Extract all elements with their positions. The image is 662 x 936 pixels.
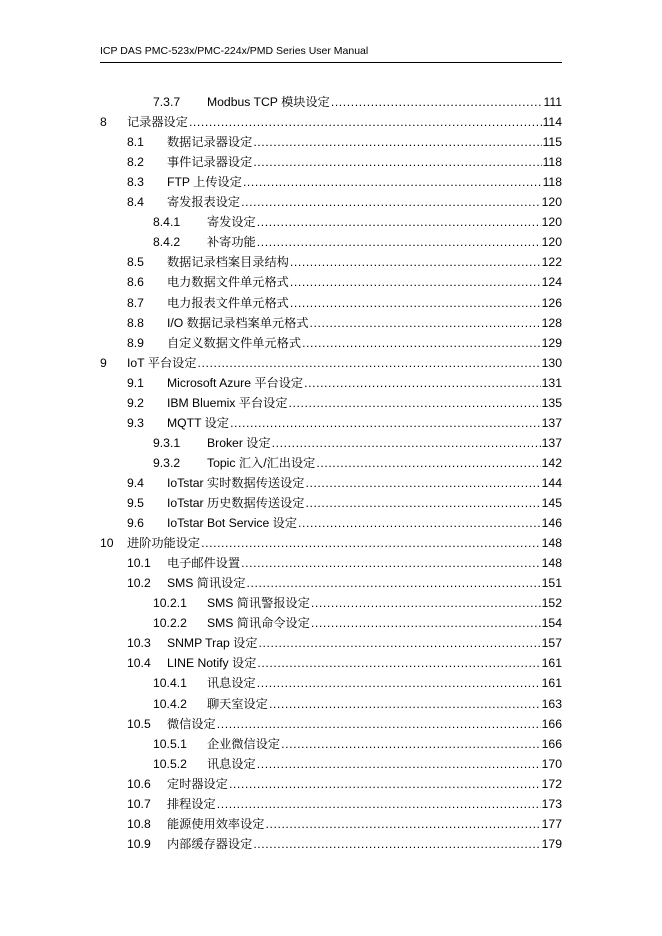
toc-entry-title: LINE Notify 设定 (167, 656, 257, 671)
toc-entry-title: MQTT 设定 (167, 415, 230, 430)
toc-entry[interactable] (153, 670, 562, 690)
toc-entry-number: 8.5 (127, 255, 144, 270)
toc-entry-page: 144 (541, 475, 562, 490)
toc-entry-page: 161 (541, 676, 562, 691)
toc-entry-page: 118 (542, 175, 562, 190)
dot-leader (259, 636, 541, 650)
toc-entry-number: 10.8 (127, 816, 151, 831)
toc-entry-page: 122 (541, 255, 562, 270)
toc-entry[interactable] (127, 189, 562, 209)
toc-entry-title: 排程设定 (167, 796, 216, 811)
dot-leader (311, 616, 541, 630)
toc-entry-number: 10.7 (127, 796, 151, 811)
toc-entry[interactable] (127, 390, 562, 410)
toc-entry-page: 120 (541, 215, 562, 230)
toc-entry-page: 166 (541, 716, 562, 731)
toc-entry[interactable] (127, 570, 562, 590)
toc-entry-page: 161 (541, 656, 562, 671)
toc-entry-number: 8.2 (127, 155, 144, 170)
dot-leader (305, 496, 540, 510)
dot-leader (253, 837, 540, 851)
toc-entry-number: 9.3.2 (153, 455, 181, 470)
dot-leader (290, 255, 541, 269)
toc-entry[interactable] (127, 129, 562, 149)
toc-entry-number: 10.2 (127, 576, 151, 591)
dot-leader (257, 656, 540, 670)
toc-entry-number: 8 (100, 115, 107, 130)
dot-leader (331, 95, 543, 109)
toc-entry-title: 微信设定 (167, 716, 216, 731)
dot-leader (290, 275, 541, 289)
toc-entry-title: 记录器设定 (127, 115, 188, 130)
toc-entry-page: 170 (541, 756, 562, 771)
dot-leader (253, 135, 541, 149)
toc-entry-page: 148 (541, 556, 562, 571)
toc-entry-title: 进阶功能设定 (127, 536, 201, 551)
dot-leader (257, 676, 541, 690)
toc-entry-number: 8.1 (127, 135, 144, 150)
dot-leader (247, 576, 541, 590)
toc-entry-number: 10.2.2 (153, 616, 187, 631)
toc-entry-number: 8.8 (127, 315, 144, 330)
toc-entry-title: IBM Bluemix 平台设定 (167, 395, 288, 410)
toc-entry-page: 130 (541, 355, 562, 370)
toc-entry[interactable] (127, 771, 562, 791)
toc-entry[interactable] (127, 630, 562, 650)
dot-leader (266, 817, 541, 831)
toc-entry[interactable] (127, 650, 562, 670)
toc-entry-number: 9.4 (127, 475, 144, 490)
toc-entry-page: 142 (541, 455, 562, 470)
toc-entry-number: 9.6 (127, 516, 144, 531)
toc-entry-page: 173 (541, 796, 562, 811)
dot-leader (281, 737, 541, 751)
toc-entry-page: 157 (541, 636, 562, 651)
toc-entry[interactable] (153, 450, 562, 470)
dot-leader (241, 556, 541, 570)
toc-entry-title: Broker 设定 (207, 435, 271, 450)
toc-entry-page: 131 (541, 375, 562, 390)
toc-entry[interactable] (127, 249, 562, 269)
dot-leader (269, 697, 541, 711)
dot-leader (253, 155, 541, 169)
toc-entry[interactable] (100, 530, 562, 550)
toc-entry-number: 8.6 (127, 275, 144, 290)
dot-leader (217, 797, 541, 811)
toc-entry[interactable] (127, 791, 562, 811)
toc-entry-number: 10.4.2 (153, 696, 187, 711)
toc-entry-page: 154 (541, 616, 562, 631)
toc-entry-number: 8.9 (127, 335, 144, 350)
toc-entry-number: 7.3.7 (153, 95, 181, 109)
toc-entry-title: SMS 简讯警报设定 (207, 596, 310, 611)
toc-entry-number: 9.3 (127, 415, 144, 430)
dot-leader (257, 757, 541, 771)
toc-entry[interactable] (127, 490, 562, 510)
toc-entry[interactable] (127, 811, 562, 831)
toc-entry-number: 10.4.1 (153, 676, 187, 691)
toc-entry[interactable] (127, 269, 562, 289)
toc-entry-page: 115 (542, 135, 562, 150)
toc-entry[interactable] (153, 731, 562, 751)
page-header: ICP DAS PMC-523x/PMC-224x/PMD Series User Manual (100, 45, 369, 57)
toc-entry-title: 事件记录器设定 (167, 155, 253, 170)
toc-entry-title: Modbus TCP 模块设定 (207, 95, 330, 109)
toc-entry-page: 128 (541, 315, 562, 330)
dot-leader (189, 115, 542, 129)
toc-entry-title: 补寄功能 (207, 235, 256, 250)
toc-entry-number: 10.9 (127, 836, 151, 851)
toc-entry-page: 129 (541, 335, 562, 350)
toc-entry-title: 数据记录器设定 (167, 135, 253, 150)
toc-entry-title: 电力数据文件单元格式 (167, 275, 289, 290)
toc-entry-number: 9.1 (127, 375, 144, 390)
toc-entry[interactable] (153, 89, 562, 109)
dot-leader (198, 356, 541, 370)
dot-leader (305, 476, 540, 490)
toc-entry-page: 111 (543, 95, 562, 109)
toc-entry-page: 177 (541, 816, 562, 831)
dot-leader (302, 336, 541, 350)
toc-entry-title: 定时器设定 (167, 776, 228, 791)
toc-entry-page: 172 (541, 776, 562, 791)
toc-entry-page: 114 (542, 115, 562, 130)
toc-entry-title: 寄发设定 (207, 215, 256, 230)
toc-entry-page: 148 (541, 536, 562, 551)
toc-entry-page: 137 (541, 415, 562, 430)
dot-leader (272, 436, 541, 450)
dot-leader (298, 516, 541, 530)
toc-entry[interactable] (153, 590, 562, 610)
toc-entry-title: 电力报表文件单元格式 (167, 295, 289, 310)
toc-entry[interactable] (153, 751, 562, 771)
dot-leader (229, 777, 541, 791)
dot-leader (243, 175, 542, 189)
toc-entry-number: 8.4 (127, 195, 144, 210)
toc-entry-page: 151 (541, 576, 562, 591)
dot-leader (230, 416, 541, 430)
toc-entry[interactable] (127, 330, 562, 350)
dot-leader (290, 296, 541, 310)
toc-entry-number: 10.6 (127, 776, 151, 791)
dot-leader (257, 215, 541, 229)
toc-entry-number: 10 (100, 536, 114, 551)
toc-entry[interactable] (127, 370, 562, 390)
toc-entry-title: FTP 上传设定 (167, 175, 242, 190)
toc-entry[interactable] (127, 831, 562, 851)
toc-entry-page: 137 (541, 435, 562, 450)
toc-entry[interactable] (127, 550, 562, 570)
toc-entry[interactable] (127, 290, 562, 310)
toc-entry-number: 10.5 (127, 716, 151, 731)
toc-entry[interactable] (153, 430, 562, 450)
toc-entry-title: IoTstar 实时数据传送设定 (167, 475, 305, 490)
toc-entry[interactable] (127, 711, 562, 731)
toc-entry-page: 146 (541, 516, 562, 531)
toc-entry-title: 讯息设定 (207, 756, 256, 771)
dot-leader (304, 376, 541, 390)
toc-entry[interactable] (153, 229, 562, 249)
toc-entry-title: 寄发报表设定 (167, 195, 241, 210)
toc-entry[interactable] (100, 350, 562, 370)
toc-entry[interactable] (127, 470, 562, 490)
dot-leader (311, 596, 541, 610)
toc-entry-title: Microsoft Azure 平台设定 (167, 375, 304, 390)
dot-leader (217, 717, 541, 731)
dot-leader (241, 195, 541, 209)
toc-entry-number: 10.3 (127, 636, 151, 651)
toc-entry[interactable] (153, 610, 562, 630)
toc-entry-title: 讯息设定 (207, 676, 256, 691)
toc-entry-number: 9.2 (127, 395, 144, 410)
toc-entry-title: 自定义数据文件单元格式 (167, 335, 302, 350)
toc-entry-title: IoT 平台设定 (127, 355, 197, 370)
toc-entry-title: 内部缓存器设定 (167, 836, 253, 851)
toc-entry-page: 179 (541, 836, 562, 851)
toc-entry-number: 10.2.1 (153, 596, 187, 611)
toc-entry-page: 145 (541, 496, 562, 510)
toc-entry-title: I/O 数据记录档案单元格式 (167, 315, 309, 330)
toc-entry-page: 118 (542, 155, 562, 170)
toc-entry-page: 166 (541, 736, 562, 751)
toc-entry-title: 能源使用效率设定 (167, 816, 265, 831)
toc-entry-page: 120 (541, 235, 562, 250)
toc-entry[interactable] (127, 149, 562, 169)
toc-entry[interactable] (153, 691, 562, 711)
toc-entry-title: 企业微信设定 (207, 736, 281, 751)
toc-entry-number: 8.3 (127, 175, 144, 190)
toc-entry-number: 9.3.1 (153, 435, 181, 450)
toc-entry-title: 电子邮件设置 (167, 556, 241, 571)
dot-leader (201, 536, 541, 550)
toc-entry-title: Topic 汇入/汇出设定 (207, 455, 316, 470)
toc-entry-page: 126 (541, 295, 562, 310)
toc-entry-number: 10.1 (127, 556, 151, 571)
toc-entry-title: 数据记录档案目录结构 (167, 255, 289, 270)
dot-leader (289, 396, 541, 410)
toc-entry[interactable] (127, 510, 562, 530)
toc-entry-page: 120 (541, 195, 562, 210)
toc-entry-title: 聊天室设定 (207, 696, 268, 711)
toc-entry-title: SMS 简讯设定 (167, 576, 246, 591)
toc-entry-number: 10.4 (127, 656, 151, 671)
toc-entry-number: 9 (100, 355, 107, 370)
toc-entry-number: 8.4.2 (153, 235, 181, 250)
toc-entry-number: 9.5 (127, 496, 144, 510)
toc-entry-page: 163 (541, 696, 562, 711)
toc-entry[interactable] (153, 209, 562, 229)
dot-leader (310, 316, 541, 330)
toc-entry[interactable] (127, 169, 562, 189)
toc-entry[interactable] (127, 310, 562, 330)
dot-leader (316, 456, 540, 470)
toc-entry-number: 10.5.2 (153, 756, 187, 771)
toc-entry-title: IoTstar Bot Service 设定 (167, 516, 298, 531)
toc-entry-page: 152 (541, 596, 562, 611)
toc-entry-page: 135 (541, 395, 562, 410)
toc-entry-page: 124 (541, 275, 562, 290)
header-divider (100, 62, 562, 63)
toc-entry[interactable] (127, 410, 562, 430)
toc-entry-number: 10.5.1 (153, 736, 187, 751)
toc-entry-title: SNMP Trap 设定 (167, 636, 258, 651)
toc-entry-title: SMS 简讯命令设定 (207, 616, 310, 631)
toc-entry-number: 8.7 (127, 295, 144, 310)
dot-leader (257, 235, 541, 249)
toc-entry-title: IoTstar 历史数据传送设定 (167, 496, 305, 510)
toc-entry[interactable] (100, 109, 562, 129)
toc-entry-number: 8.4.1 (153, 215, 181, 230)
